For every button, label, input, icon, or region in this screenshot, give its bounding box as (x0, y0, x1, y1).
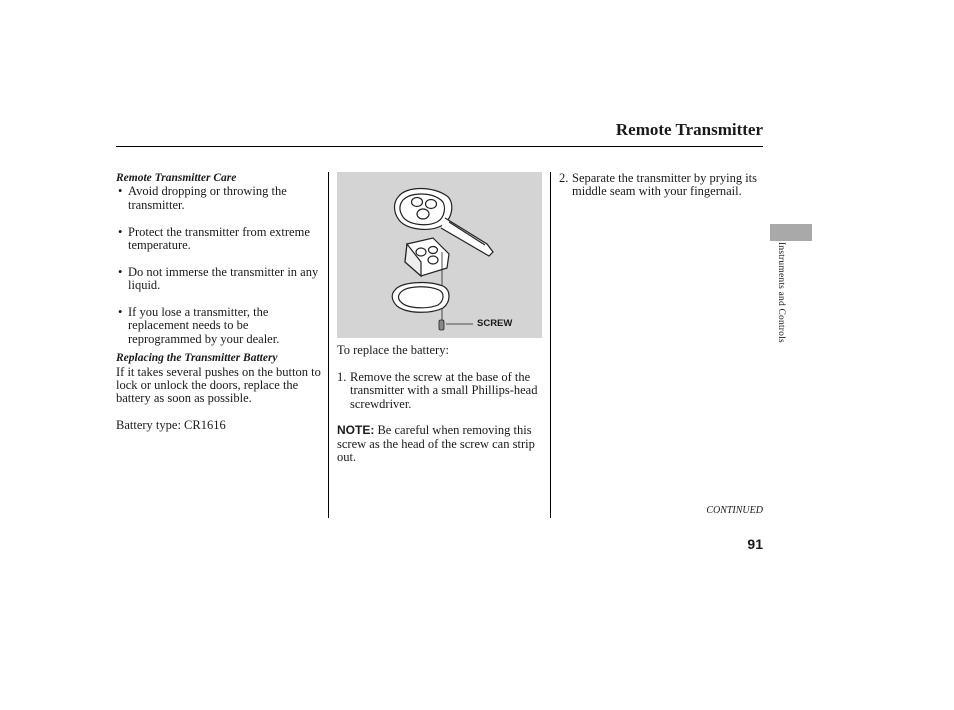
step-1-number: 1. (337, 369, 347, 384)
section-side-label: Instruments and Controls (776, 242, 786, 343)
continued-label: CONTINUED (706, 505, 763, 516)
back-shell-icon (392, 283, 449, 313)
battery-heading: Replacing the Transmitter Battery (116, 352, 278, 365)
step-2-number: 2. (559, 171, 569, 185)
column-3 (559, 172, 764, 212)
step-1-text: Remove the screw at the base of the transmitter with a small Phillips-head screwdriver. (350, 369, 538, 411)
column-divider-1 (328, 172, 329, 518)
step-2 (559, 172, 764, 199)
note-label: NOTE: (337, 423, 375, 438)
transmitter-figure (337, 172, 542, 338)
page-title: Remote Transmitter (615, 120, 763, 139)
battery-paragraph: If it takes several pushes on the button to lock or unlock the doors, replace the battery as soon as possible. (116, 364, 321, 406)
screw-icon (439, 320, 473, 330)
note-text: Be careful when removing this screw as the head of the screw can strip out. (337, 423, 535, 465)
page-number: 91 (747, 536, 763, 552)
care-bullet-4: • If you lose a transmitter, the replacement needs to be reprogrammed by your dealer. (116, 306, 321, 346)
step-1 (337, 371, 542, 411)
step-2-text: Separate the transmitter by prying its middle seam with your fingernail. (572, 171, 758, 199)
transmitter-exploded-illustration (337, 172, 542, 338)
header-rule (116, 146, 763, 147)
section-tab (770, 224, 812, 241)
care-heading: Remote Transmitter Care (116, 172, 237, 184)
replace-intro: To replace the battery: (337, 343, 449, 357)
care-bullet-2: • Protect the transmitter from extreme temperature. (116, 226, 321, 253)
screw-label: SCREW (477, 318, 513, 329)
column-2 (337, 344, 542, 478)
care-bullet-1: • Avoid dropping or throwing the transmitter. (116, 185, 321, 212)
column-divider-2 (550, 172, 551, 518)
battery-type: Battery type: CR1616 (116, 418, 226, 433)
care-bullet-3: • Do not immerse the transmitter in any liquid. (116, 266, 321, 293)
note (337, 424, 542, 464)
column-1 (116, 172, 321, 446)
